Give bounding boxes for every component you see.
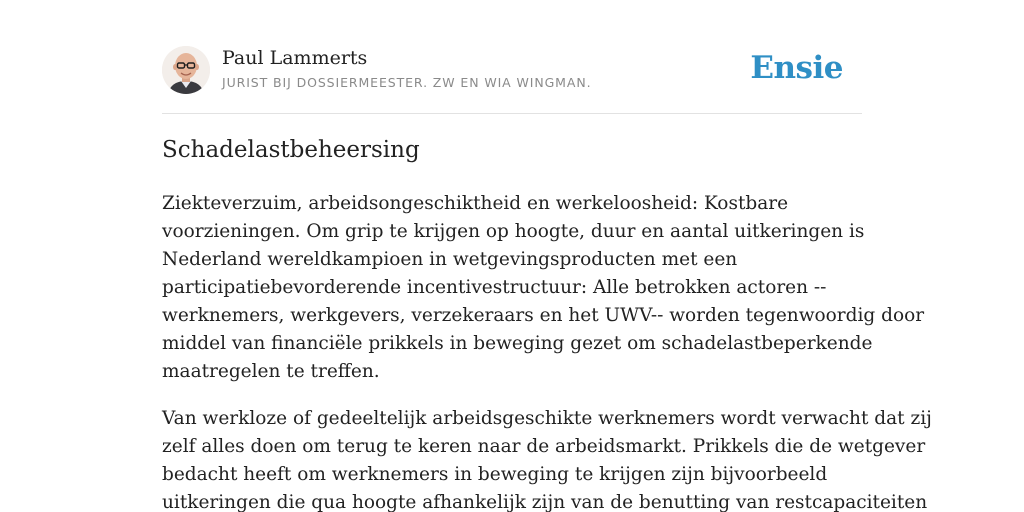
author-avatar[interactable] — [162, 46, 210, 94]
paragraph-line: participatiebevorderende incentivestructuur: Alle betrokken actoren -- — [162, 277, 827, 298]
paragraph-line: bedacht heeft om werknemers in beweging te krijgen zijn bijvoorbeeld — [162, 464, 828, 485]
paragraph-line: werknemers, werkgevers, verzekeraars en het UWV-- worden tegenwoordig door — [162, 305, 925, 326]
author-header — [162, 44, 862, 114]
paragraph-line: zelf alles doen om terug te keren naar de arbeidsmarkt. Prikkels die de wetgever — [162, 436, 926, 457]
article-body — [162, 190, 932, 512]
paragraph-line: Ziekteverzuim, arbeidsongeschiktheid en werkeloosheid: Kostbare — [162, 193, 789, 214]
paragraph-line: Van werkloze of gedeeltelijk arbeidsgeschikte werknemers wordt verwacht dat zij — [162, 408, 932, 429]
paragraph-line: uitkeringen die qua hoogte afhankelijk zijn van de benutting van restcapaciteiten — [162, 492, 928, 512]
article-paragraph — [162, 190, 925, 386]
paragraph-line: maatregelen te treffen. — [162, 361, 380, 382]
paragraph-line: middel van financiële prikkels in beweging gezet om schadelastbeperkende — [162, 333, 873, 354]
ensie-logo[interactable]: Ensie — [750, 50, 843, 86]
author-name[interactable]: Paul Lammerts — [222, 47, 368, 69]
author-bio: JURIST BIJ DOSSIERMEESTER. ZW EN WIA WINGMAN. — [222, 75, 592, 90]
paragraph-line: voorzieningen. Om grip te krijgen op hoogte, duur en aantal uitkeringen is — [162, 221, 865, 242]
paragraph-line: Nederland wereldkampioen in wetgevingsproducten met een — [162, 249, 738, 270]
article-title: Schadelastbeheersing — [162, 137, 420, 163]
author-photo-icon — [162, 46, 210, 94]
article-paragraph — [162, 405, 932, 512]
